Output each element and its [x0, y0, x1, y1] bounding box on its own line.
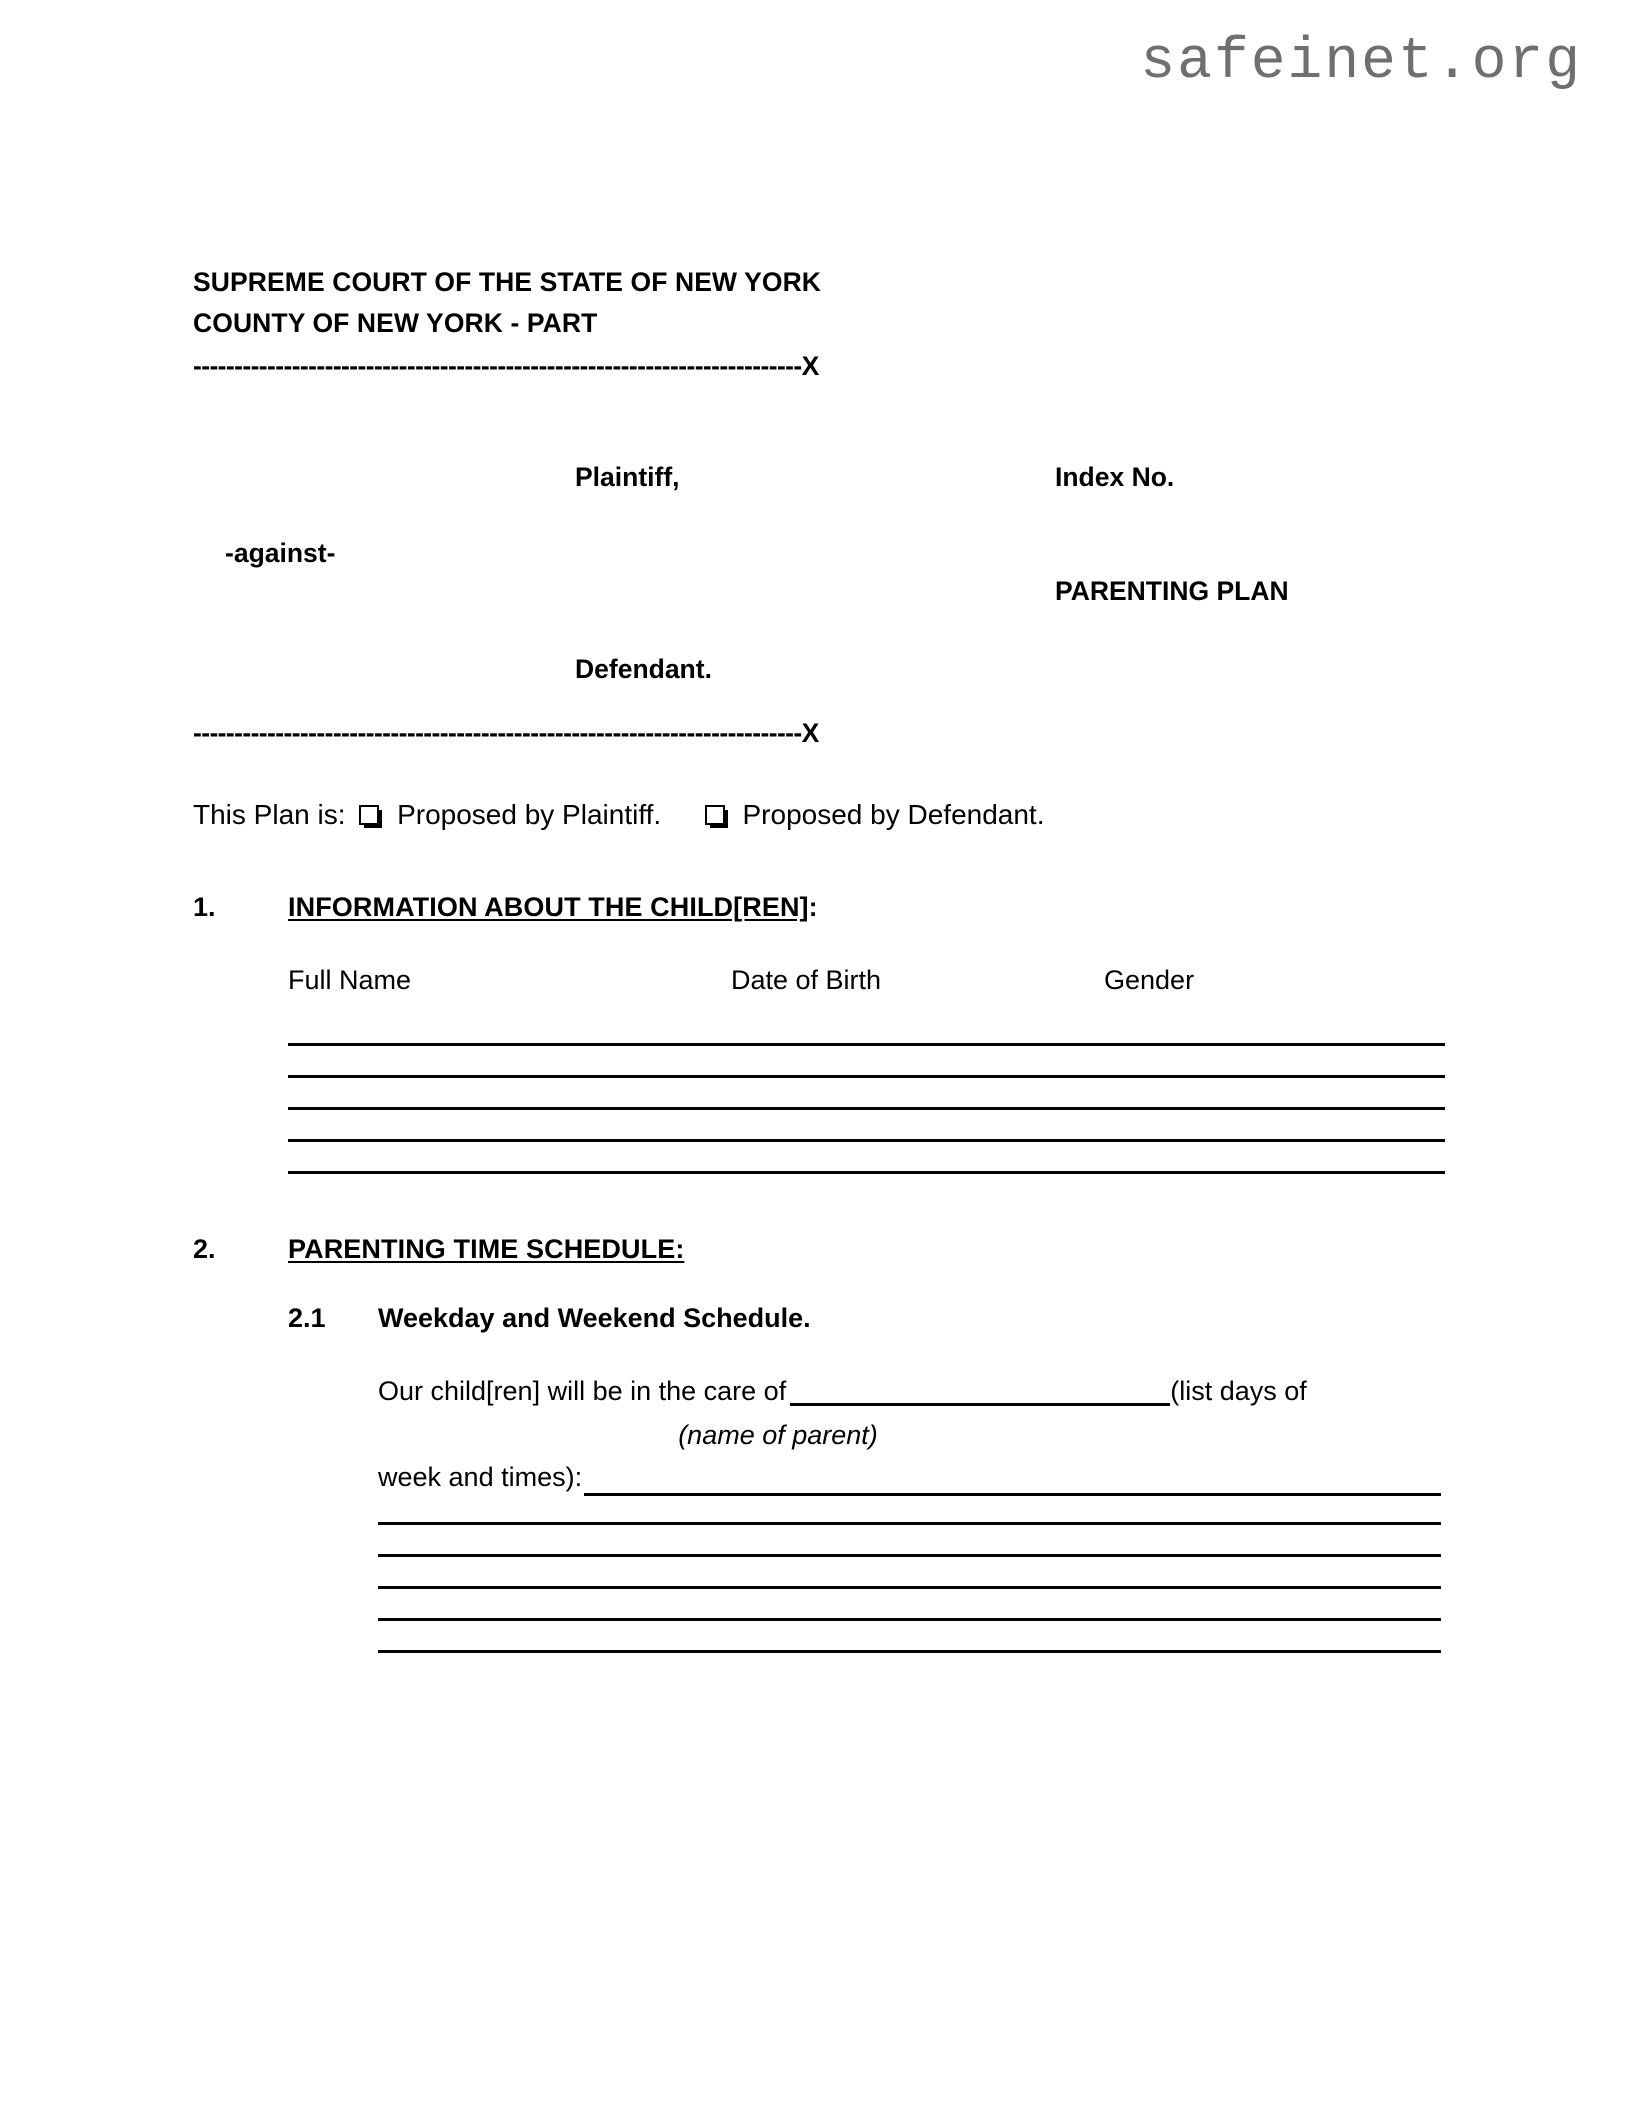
plan-is-label: This Plan is:	[193, 799, 346, 830]
parent-name-blank[interactable]	[790, 1403, 1170, 1406]
caption-rule-bottom: --------------------------------------------------------------------------X	[193, 718, 819, 748]
section-1-title-colon: :	[808, 892, 818, 922]
children-table-headers	[288, 965, 1448, 1005]
plan-option-plaintiff-label: Proposed by Plaintiff.	[397, 799, 662, 830]
blank-line[interactable]	[288, 1075, 1445, 1078]
caption-rule-top: --------------------------------------------------------------------------X	[193, 351, 819, 381]
plan-option-defendant-label: Proposed by Defendant.	[742, 799, 1045, 830]
column-header-full-name: Full Name	[288, 965, 412, 995]
section-2	[193, 1234, 1448, 1653]
checkbox-proposed-by-defendant[interactable]	[705, 805, 726, 826]
subsection-2-1	[288, 1303, 1448, 1334]
blank-line[interactable]	[378, 1586, 1441, 1589]
court-county-line: COUNTY OF NEW YORK - PART	[193, 308, 598, 338]
defendant-label: Defendant.	[575, 654, 712, 684]
children-blank-lines	[288, 1043, 1445, 1174]
section-1-heading	[288, 892, 1448, 923]
document-title: PARENTING PLAN	[1055, 576, 1289, 606]
section-1	[193, 892, 1448, 1174]
blank-line[interactable]	[288, 1043, 1445, 1046]
site-watermark: safeinet.org	[1140, 30, 1582, 95]
section-2-title-text: PARENTING TIME SCHEDULE:	[288, 1234, 685, 1264]
blank-line[interactable]	[378, 1554, 1441, 1557]
checkbox-proposed-by-plaintiff[interactable]	[359, 805, 380, 826]
blank-line[interactable]	[288, 1107, 1445, 1110]
section-2-number: 2.	[193, 1234, 216, 1264]
section-1-number: 1.	[193, 892, 216, 922]
court-name-line: SUPREME COURT OF THE STATE OF NEW YORK	[193, 267, 822, 297]
blank-line[interactable]	[378, 1618, 1441, 1621]
plan-proposed-by-row	[193, 798, 1448, 832]
blank-line[interactable]	[288, 1139, 1445, 1142]
blank-line[interactable]	[378, 1650, 1441, 1653]
column-header-gender: Gender	[1104, 965, 1195, 995]
subsection-2-1-number: 2.1	[288, 1303, 326, 1333]
schedule-blank-lines	[378, 1522, 1441, 1653]
care-of-suffix-text: (list days of	[1170, 1376, 1307, 1406]
care-of-prefix-text: Our child[ren] will be in the care of	[378, 1376, 787, 1406]
plaintiff-label: Plaintiff,	[575, 462, 680, 492]
against-label: -against-	[225, 538, 336, 568]
week-and-times-row	[378, 1458, 1441, 1496]
section-1-title-text: INFORMATION ABOUT THE CHILD[REN]	[288, 892, 809, 922]
column-header-date-of-birth: Date of Birth	[731, 965, 882, 995]
index-number-label: Index No.	[1055, 462, 1175, 492]
section-2-heading	[288, 1234, 1448, 1265]
subsection-2-1-heading: Weekday and Weekend Schedule.	[378, 1303, 811, 1333]
case-caption	[193, 386, 1448, 716]
blank-line[interactable]	[378, 1522, 1441, 1525]
week-and-times-label: week and times):	[378, 1462, 583, 1492]
document-body	[193, 262, 1448, 1682]
subsection-2-1-body	[378, 1372, 1441, 1496]
blank-line[interactable]	[288, 1171, 1445, 1174]
name-of-parent-hint: (name of parent)	[678, 1420, 878, 1450]
week-and-times-blank[interactable]	[584, 1463, 1441, 1496]
